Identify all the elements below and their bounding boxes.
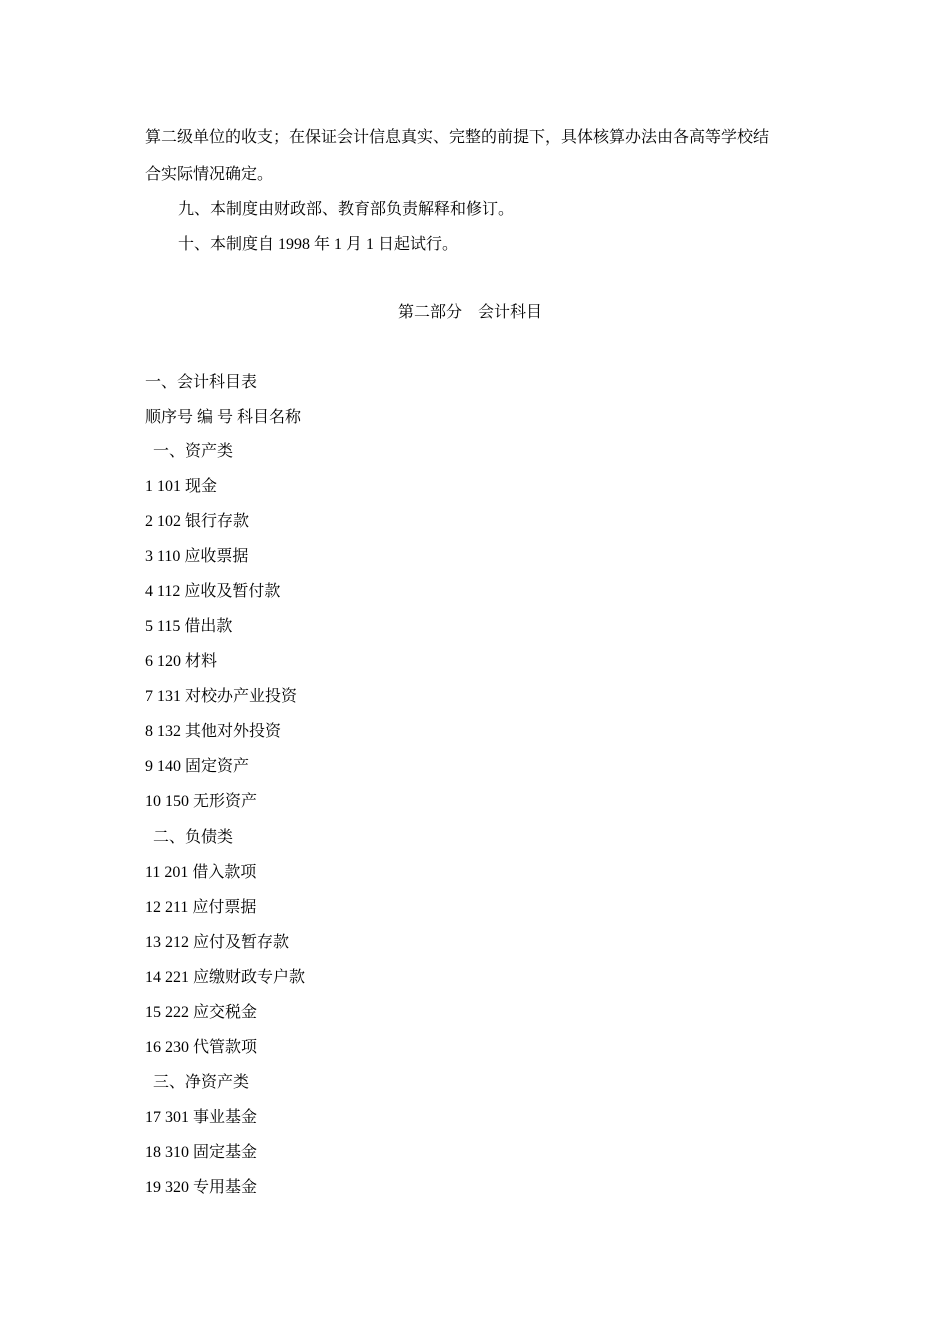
account-row: 14 221 应缴财政专户款 — [145, 969, 306, 986]
intro-paragraph-line-2: 合实际情况确定。 — [145, 166, 274, 183]
account-row: 19 320 专用基金 — [145, 1179, 258, 1196]
account-row: 7 131 对校办产业投资 — [145, 688, 298, 705]
account-row: 17 301 事业基金 — [145, 1109, 258, 1126]
account-row: 4 112 应收及暂付款 — [145, 583, 281, 600]
account-row: 11 201 借入款项 — [145, 864, 257, 881]
account-row: 6 120 材料 — [145, 653, 218, 670]
table-header: 顺序号 编 号 科目名称 — [145, 409, 302, 426]
account-row: 16 230 代管款项 — [145, 1039, 258, 1056]
clause-10: 十、本制度自 1998 年 1 月 1 日起试行。 — [178, 236, 459, 253]
account-row: 13 212 应付及暂存款 — [145, 934, 290, 951]
account-row: 3 110 应收票据 — [145, 548, 249, 565]
account-row: 10 150 无形资产 — [145, 793, 258, 810]
account-row: 9 140 固定资产 — [145, 758, 250, 775]
category-net-assets: 三、净资产类 — [153, 1074, 250, 1091]
account-row: 18 310 固定基金 — [145, 1144, 258, 1161]
table-title: 一、会计科目表 — [145, 374, 258, 391]
clause-9: 九、本制度由财政部、教育部负责解释和修订。 — [178, 201, 515, 218]
category-liabilities: 二、负债类 — [153, 829, 234, 846]
account-row: 5 115 借出款 — [145, 618, 233, 635]
account-row: 2 102 银行存款 — [145, 513, 250, 530]
section-title: 第二部分 会计科目 — [397, 304, 542, 321]
account-row: 15 222 应交税金 — [145, 1004, 258, 1021]
account-row: 8 132 其他对外投资 — [145, 723, 282, 740]
account-row: 12 211 应付票据 — [145, 899, 257, 916]
category-assets: 一、资产类 — [153, 443, 234, 460]
intro-paragraph-line-1: 算二级单位的收支；在保证会计信息真实、完整的前提下，具体核算办法由各高等学校结 — [145, 129, 770, 146]
account-row: 1 101 现金 — [145, 478, 218, 495]
